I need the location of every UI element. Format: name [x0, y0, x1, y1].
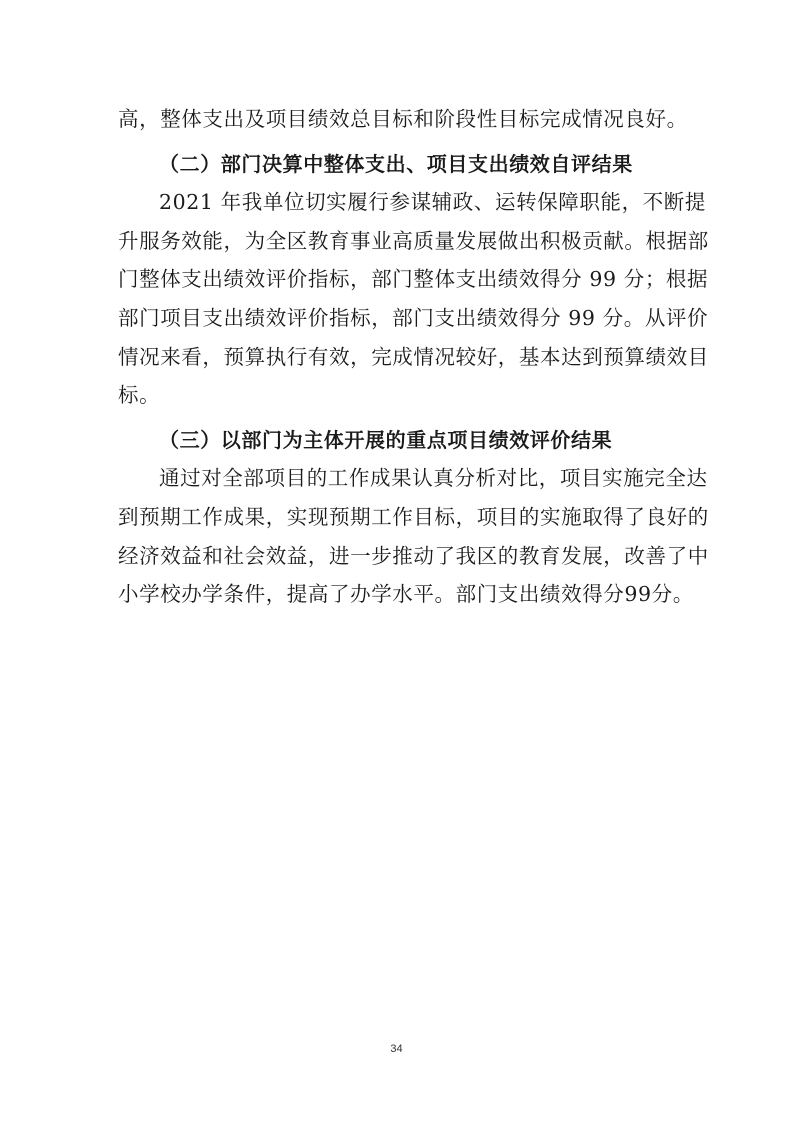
section-heading-3: （三）以部门为主体开展的重点项目绩效评价结果 [159, 427, 613, 452]
text-line: 高，整体支出及项目绩效总目标和阶段性目标完成情况良好。 [118, 107, 688, 131]
text-line: 经济效益和社会效益，进一步推动了我区的教育发展，改善了中 [118, 543, 709, 568]
continuation-paragraph [118, 100, 688, 139]
text-line: 到预期工作成果，实现预期工作目标，项目的实施取得了良好的 [118, 504, 709, 529]
section-2-paragraph [118, 183, 709, 415]
text-line: 升服务效能，为全区教育事业高质量发展做出积极贡献。根据部 [118, 228, 709, 253]
page-number: 34 [390, 1043, 403, 1055]
section-3-paragraph [118, 459, 709, 613]
text-line: 门整体支出绩效评价指标，部门整体支出绩效得分 99 分；根据 [118, 267, 709, 292]
page-content [118, 100, 709, 620]
text-line: 部门项目支出绩效评价指标，部门支出绩效得分 99 分。从评价 [118, 305, 709, 330]
text-line: 标。 [118, 383, 161, 408]
section-heading-2: （二）部门决算中整体支出、项目支出绩效自评结果 [159, 151, 633, 176]
text-line: 2021 年我单位切实履行参谋辅政、运转保障职能，不断提 [159, 190, 706, 215]
text-line: 通过对全部项目的工作成果认真分析对比，项目实施完全达 [159, 466, 708, 491]
text-line: 小学校办学条件，提高了办学水平。部门支出绩效得分99分。 [118, 582, 694, 607]
text-line: 情况来看，预算执行有效，完成情况较好，基本达到预算绩效目 [118, 344, 709, 369]
